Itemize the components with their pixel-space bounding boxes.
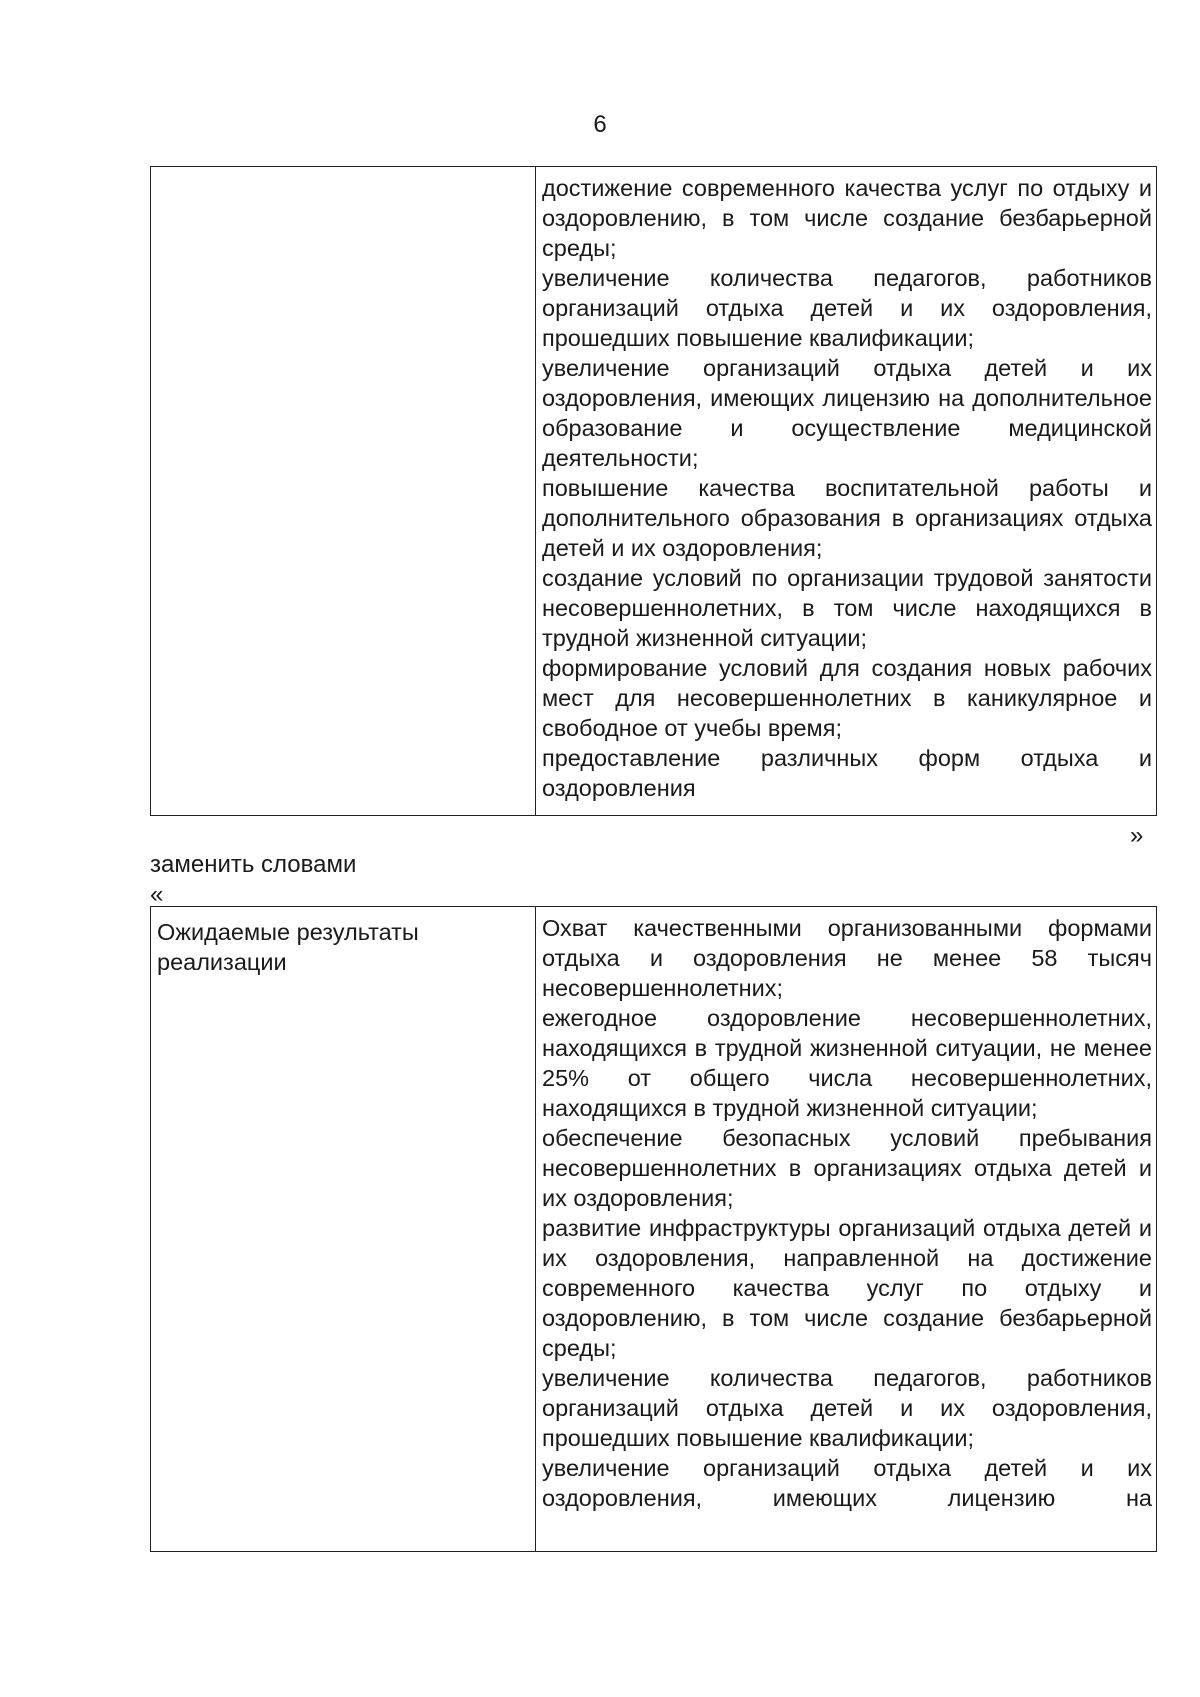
document-table-2 bbox=[150, 906, 1157, 1552]
table-cell-right bbox=[536, 907, 1157, 1552]
list-item: создание условий по организации трудовой занятости несовершеннолетних, в том числе находящихся в трудной жизненной ситуации; bbox=[542, 565, 1152, 651]
table-cell-left bbox=[151, 167, 536, 816]
cell-left-text: Ожидаемые результаты реализации bbox=[157, 919, 419, 975]
list-item: повышение качества воспитательной работы и дополнительного образования в организациях отдыха детей и их оздоровления; bbox=[542, 475, 1152, 561]
list-item: формирование условий для создания новых рабочих мест для несовершеннолетних в каникулярное и свободное от учебы время; bbox=[542, 655, 1152, 741]
replace-instruction: заменить словами bbox=[150, 851, 357, 878]
list-item: обеспечение безопасных условий пребывания несовершеннолетних в организациях отдыха детей и их оздоровления; bbox=[542, 1125, 1152, 1211]
table-cell-left bbox=[151, 907, 536, 1552]
list-item: увеличение количества педагогов, работников организаций отдыха детей и их оздоровления, прошедших повышение квалификации; bbox=[542, 265, 1152, 351]
list-item: ежегодное оздоровление несовершеннолетних, находящихся в трудной жизненной ситуации, не менее 25% от общего числа несовершеннолетних, находящихся в трудной жизненной ситуации; bbox=[542, 1005, 1152, 1121]
list-item: увеличение количества педагогов, работников организаций отдыха детей и их оздоровления, прошедших повышение квалификации; bbox=[542, 1365, 1152, 1451]
table-cell-right bbox=[536, 167, 1157, 816]
list-item: предоставление различных форм отдыха и оздоровления bbox=[542, 745, 1152, 801]
table-row bbox=[151, 907, 1157, 1552]
list-item: увеличение организаций отдыха детей и их оздоровления, имеющих лицензию на дополнительное образование и осуществление медицинской деятельности; bbox=[542, 355, 1152, 471]
list-item: увеличение организаций отдыха детей и их оздоровления, имеющих лицензию на bbox=[542, 1455, 1152, 1511]
table-row bbox=[151, 167, 1157, 816]
closing-quote-mark: » bbox=[1130, 822, 1144, 849]
cell-left-text bbox=[151, 167, 535, 177]
list-item: достижение современного качества услуг по отдыху и оздоровлению, в том числе создание безбарьерной среды; bbox=[542, 175, 1152, 261]
opening-quote-mark: « bbox=[150, 881, 164, 908]
list-item: развитие инфраструктуры организаций отдыха детей и их оздоровления, направленной на достижение современного качества услуг по отдыху и оздоровлению, в том числе создание безбарьерной среды; bbox=[542, 1215, 1152, 1361]
list-item: Охват качественными организованными формами отдыха и оздоровления не менее 58 тысяч несовершеннолетних; bbox=[542, 915, 1152, 1001]
document-table-1 bbox=[150, 166, 1157, 816]
page-number: 6 bbox=[593, 111, 607, 138]
